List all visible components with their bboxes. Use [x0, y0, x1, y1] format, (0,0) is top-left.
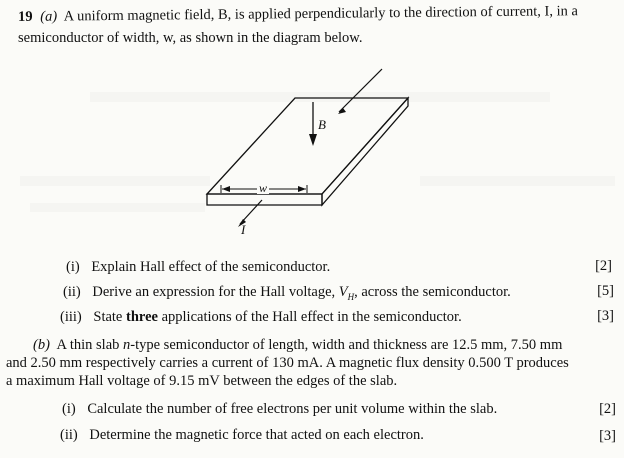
part-a-item-i [66, 259, 330, 276]
item-number: (i) [66, 259, 80, 275]
item-text: Determine the magnetic force that acted on each electron. [89, 427, 424, 443]
part-b-para-2 [6, 355, 569, 372]
part-b-item-ii [60, 427, 424, 444]
part-b-text-post: -type semiconductor of length, width and thickness are 12.5 mm, 7.50 mm [130, 337, 563, 353]
item-text: Explain Hall effect of the semiconductor. [91, 259, 331, 275]
part-b-para-3 [6, 373, 397, 390]
slab-side-face [322, 98, 408, 205]
part-b-var-n: n [123, 337, 131, 353]
part-b-label: (b) [33, 337, 50, 353]
item-text-pre: Derive an expression for the Hall voltage, [92, 284, 339, 300]
item-number: (iii) [60, 309, 82, 325]
b-field-arrowhead [309, 134, 317, 146]
label-i: I [241, 222, 246, 237]
item-text-post: , across the semiconductor. [354, 284, 511, 300]
item-number: (i) [62, 401, 76, 417]
mark-b-ii: [3] [599, 428, 616, 444]
part-a-item-iii [60, 309, 462, 326]
part-b-text-3: a maximum Hall voltage of 9.15 mV between the edges of the slab. [6, 373, 398, 389]
mark-a-ii: [5] [597, 283, 614, 299]
slab-top-face [207, 98, 408, 194]
mark-b-i: [2] [599, 401, 616, 417]
item-number: (ii) [63, 284, 81, 300]
item-text-post: applications of the Hall effect in the semiconductor. [157, 309, 462, 325]
width-arrowhead-left [222, 186, 230, 192]
label-w: w [259, 181, 268, 195]
part-b-text-pre: A thin slab [56, 337, 124, 353]
label-b: B [318, 117, 326, 132]
part-b-text-2: and 2.50 mm respectively carries a current of 130 mA. A magnetic flux density 0.500 T produces [6, 355, 569, 371]
width-arrowhead-right [298, 186, 306, 192]
hall-voltage-var: V [338, 284, 348, 300]
mark-a-iii: [3] [597, 308, 614, 324]
part-a-item-ii [63, 284, 511, 306]
item-number: (ii) [60, 427, 78, 443]
mark-a-i: [2] [595, 258, 612, 274]
question-number: 19 [18, 8, 33, 25]
current-line-in [339, 69, 382, 112]
hall-voltage-sub: H [347, 291, 355, 302]
part-a-label: (a) [40, 8, 58, 25]
item-text-bold: three [126, 309, 158, 325]
item-text: Calculate the number of free electrons per unit volume within the slab. [87, 401, 498, 417]
item-text-pre: State [93, 309, 126, 325]
part-a-intro-2: semiconductor of width, w, as shown in the diagram below. [18, 30, 363, 46]
part-b-para-1 [33, 337, 562, 354]
part-a-intro-1: A uniform magnetic field, B, is applied perpendicularly to the direction of current, I, in a [63, 3, 579, 25]
slab-front-face [207, 194, 322, 205]
part-b-item-i [62, 401, 497, 418]
